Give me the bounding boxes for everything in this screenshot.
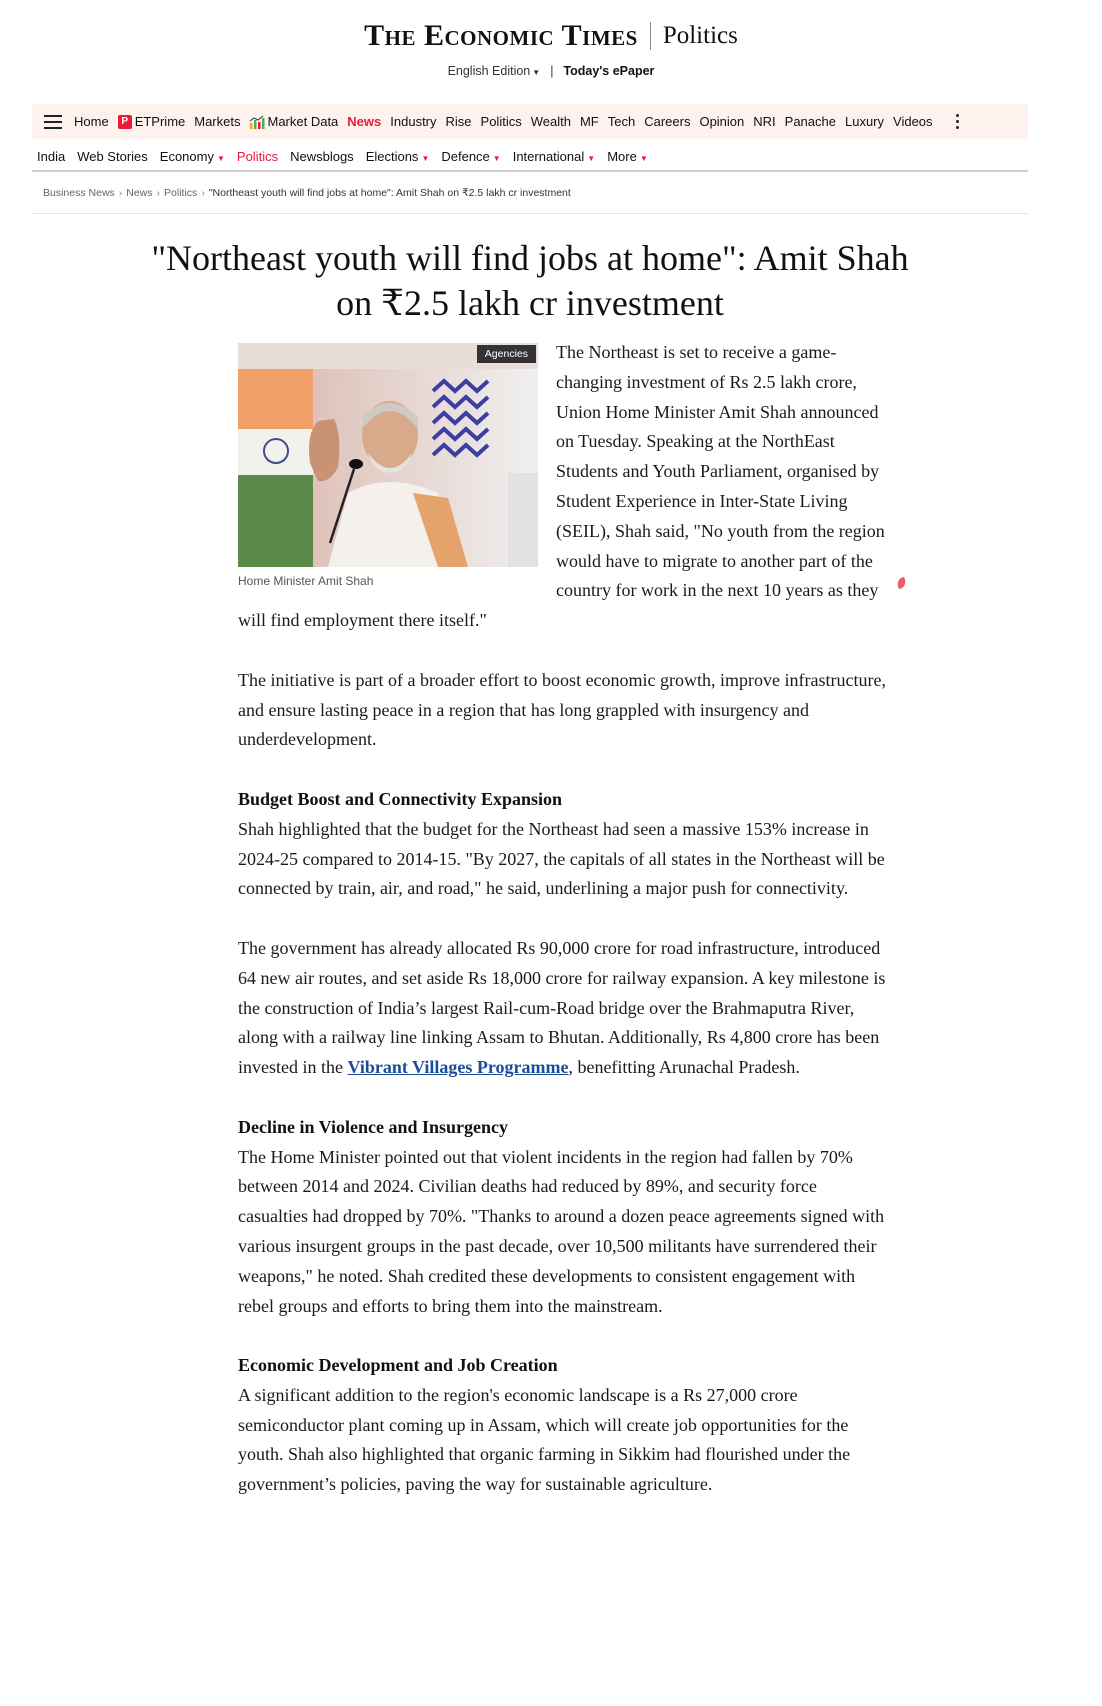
nav-item-industry[interactable]: Industry — [390, 114, 437, 129]
article-paragraph: The Home Minister pointed out that violent incidents in the region had fallen by 70% between 2014 and 2024. Civilian deaths had reduced by 89%, and security force casualties had dropped by 70%. "Thanks to around a dozen peace agreements signed with various insurgent groups in the past decade, over 10,500 militants have surrendered their weapons," he noted. Shah credited these developments to consistent engagement with rebel groups and efforts to bring them into the mainstream. — [238, 1146, 885, 1316]
amit-shah-photo — [238, 343, 538, 567]
nav-item-rise[interactable]: Rise — [445, 114, 472, 129]
edition-row — [0, 64, 1102, 78]
decorative-petal-icon — [896, 577, 908, 589]
article-subheading: Economic Development and Job Creation — [238, 1355, 558, 1376]
nav-item-markets[interactable]: Markets — [194, 114, 241, 129]
nav-item-mf[interactable]: MF — [579, 114, 599, 129]
nav-item-wealth[interactable]: Wealth — [530, 114, 571, 129]
bar-chart-icon — [249, 115, 265, 129]
nav-item-politics[interactable]: Politics — [480, 114, 522, 129]
subnav-item-india[interactable]: India — [37, 148, 66, 164]
site-logo[interactable]: The Economic Times — [364, 19, 638, 52]
breadcrumb — [43, 187, 571, 199]
caret-down-icon: ▼ — [492, 153, 501, 163]
caret-down-icon: ▼ — [216, 153, 225, 163]
nav-item-luxury[interactable]: Luxury — [844, 114, 885, 129]
paragraph-text: , benefitting Arunachal Pradesh. — [568, 1057, 800, 1078]
logo-row — [0, 16, 1102, 56]
vibrant-villages-link[interactable]: Vibrant Villages Programme — [347, 1057, 569, 1078]
breadcrumb-separator-icon: › — [118, 187, 123, 199]
breadcrumb-item-business-news[interactable]: Business News — [43, 187, 115, 199]
masthead — [0, 16, 1102, 78]
nav-item-etprime[interactable]: P ETPrime — [118, 114, 186, 129]
edition-label: English Edition — [447, 64, 531, 78]
article-paragraph: The initiative is part of a broader effort to boost economic growth, improve infrastructure, and ensure lasting peace in a region that has long grappled with insurgency and underdevelopment. — [238, 669, 886, 750]
article-paragraph: Shah highlighted that the budget for the Northeast had seen a massive 153% increase in 2024-25 compared to 2014-15. "By 2027, the capitals of all states in the Northeast will be connected by train, air, and road," he said, underlining a major push for connectivity. — [238, 818, 885, 899]
breadcrumb-separator-icon: › — [156, 187, 161, 199]
caret-down-icon: ▼ — [587, 153, 596, 163]
subnav-item-elections[interactable]: Elections ▼ — [365, 148, 430, 164]
edition-separator: | — [550, 64, 554, 78]
epaper-link[interactable]: Today's ePaper — [563, 64, 655, 78]
article-figure — [238, 343, 538, 589]
nav-item-nri[interactable]: NRI — [753, 114, 776, 129]
article-paragraph: The Northeast is set to receive a game-changing investment of Rs 2.5 lakh crore, Union Home Minister Amit Shah announced on Tuesday. Speaking at the NorthEast Students and Youth Parliament, organised by Student Experience in Inter-State Living (SEIL), Shah said, "No youth from the region would have to migrate to another part of the country for work in the next 10 years as they will find employment there itself." — [238, 342, 885, 631]
breadcrumb-item-news[interactable]: News — [126, 187, 153, 199]
breadcrumb-item-politics[interactable]: Politics — [164, 187, 198, 199]
section-name[interactable]: Politics — [662, 22, 738, 49]
article-paragraph — [238, 934, 888, 1083]
caret-down-icon: ▼ — [639, 153, 648, 163]
article-subheading: Budget Boost and Connectivity Expansion — [238, 788, 563, 809]
breadcrumb-separator-icon: › — [201, 187, 205, 199]
breadcrumb-divider — [32, 213, 1028, 214]
subnav-item-newsblogs[interactable]: Newsblogs — [290, 148, 354, 164]
secondary-nav — [32, 142, 1028, 172]
logo-divider — [650, 22, 651, 50]
subnav-item-defence[interactable]: Defence ▼ — [441, 148, 501, 164]
article-subheading: Decline in Violence and Insurgency — [238, 1116, 509, 1137]
caret-down-icon: ▼ — [421, 153, 430, 163]
subnav-item-politics[interactable]: Politics — [236, 148, 279, 164]
breadcrumb-current: "Northeast youth will find jobs at home": Amit Shah on ₹2.5 lakh cr investment — [208, 187, 571, 199]
primary-nav — [32, 104, 1028, 139]
nav-item-news[interactable]: News — [347, 114, 382, 129]
more-options-icon[interactable] — [952, 114, 963, 129]
nav-item-market-data[interactable]: Market Data — [249, 114, 338, 129]
article-paragraph: A significant addition to the region's economic landscape is a Rs 27,000 crore semiconductor plant coming up in Assam, which will create job opportunities for the youth. Shah also highlighted that organic farming in Sikkim had flourished under the government’s policies, paving the way for sustainable agriculture. — [238, 1384, 851, 1495]
photo-caption: Home Minister Amit Shah — [238, 574, 374, 588]
article-body — [238, 343, 888, 1530]
article-headline: "Northeast youth will find jobs at home": Amit Shah on ₹2.5 lakh cr investment — [151, 238, 909, 323]
hamburger-menu-icon[interactable] — [44, 115, 62, 129]
nav-item-home[interactable]: Home — [74, 114, 109, 129]
nav-item-careers[interactable]: Careers — [644, 114, 691, 129]
paragraph-text: The government has already allocated Rs 90,000 crore for road infrastructure, introduced 64 new air routes, and set aside Rs 18,000 crore for railway expansion. A key milestone is the construction of India’s largest Rail-cum-Road bridge over the Brahmaputra River, along with a railway line linking Assam to Bhutan. Additionally, Rs 4,800 crore has been invested in the — [238, 937, 886, 1078]
photo-source-tag: Agencies — [477, 345, 536, 363]
nav-item-opinion[interactable]: Opinion — [699, 114, 745, 129]
subnav-item-more[interactable]: More ▼ — [607, 148, 648, 164]
etprime-icon: P — [118, 115, 132, 129]
subnav-item-international[interactable]: International ▼ — [512, 148, 596, 164]
article-photo[interactable] — [238, 343, 538, 567]
nav-item-panache[interactable]: Panache — [784, 114, 836, 129]
nav-item-tech[interactable]: Tech — [607, 114, 636, 129]
edition-selector[interactable] — [448, 64, 541, 78]
subnav-item-economy[interactable]: Economy ▼ — [159, 148, 225, 164]
nav-item-videos[interactable]: Videos — [893, 114, 933, 129]
caret-down-icon: ▼ — [532, 68, 541, 77]
subnav-item-web-stories[interactable]: Web Stories — [77, 148, 148, 164]
